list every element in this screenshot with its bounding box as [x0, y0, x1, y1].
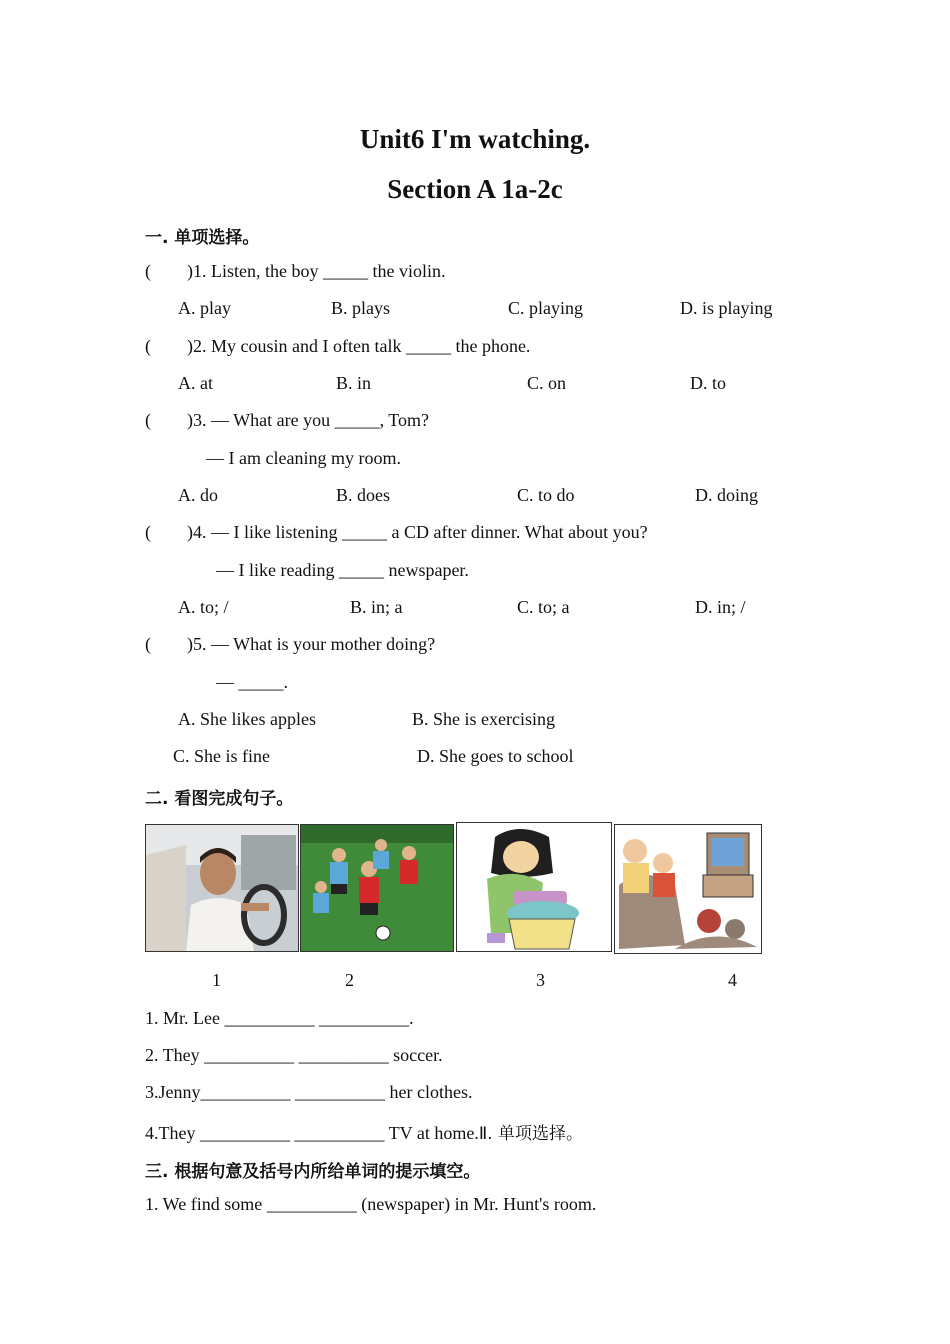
- question-4-stem: ( )4. — I like listening _____ a CD after dinner. What about you?: [145, 522, 648, 542]
- question-4-option-a: A. to; /: [178, 597, 229, 617]
- question-3-option-b: B. does: [336, 485, 390, 505]
- section2-trailing-note: Ⅱ. 单项选择。: [478, 1124, 583, 1144]
- question-4-option-c: C. to; a: [517, 597, 570, 617]
- question-2-option-d: D. to: [690, 373, 726, 393]
- page-subtitle: Section A 1a-2c: [387, 174, 563, 204]
- question-3-stem: ( )3. — What are you _____, Tom?: [145, 410, 430, 430]
- question-1-option-a: A. play: [178, 298, 231, 318]
- section1-heading: 一. 单项选择。: [145, 228, 260, 248]
- picture-girl-washing-clothes: [456, 822, 612, 952]
- question-3-option-d: D. doing: [695, 485, 758, 505]
- picture-family-watching-tv: [614, 824, 762, 954]
- question-1-stem: ( )1. Listen, the boy _____ the violin.: [145, 261, 446, 281]
- question-3-option-a: A. do: [178, 485, 218, 505]
- picture-number-3: 3: [536, 970, 545, 990]
- question-2-option-c: C. on: [527, 373, 567, 393]
- question-5-stem: ( )5. — What is your mother doing?: [145, 634, 436, 654]
- section2-sentence-1: 1. Mr. Lee __________ __________.: [145, 1008, 414, 1028]
- question-3-answer-line: — I am cleaning my room.: [206, 448, 401, 468]
- question-5-option-c: C. She is fine: [173, 746, 270, 766]
- question-1-option-b: B. plays: [331, 298, 391, 318]
- section3-heading: 三. 根据句意及括号内所给单词的提示填空。: [145, 1162, 481, 1182]
- section2-sentence-4-text: 4.They __________ __________ TV at home.: [145, 1123, 479, 1143]
- section2-sentence-3: 3.Jenny__________ __________ her clothes.: [145, 1082, 473, 1102]
- page-title: Unit6 I'm watching.: [359, 124, 591, 154]
- question-2-option-a: A. at: [178, 373, 213, 393]
- question-1-option-d: D. is playing: [680, 298, 773, 318]
- section2-sentence-2: 2. They __________ __________ soccer.: [145, 1045, 443, 1065]
- question-1-option-c: C. playing: [508, 298, 583, 318]
- question-4-option-d: D. in; /: [695, 597, 746, 617]
- section3-sentence-1: 1. We find some __________ (newspaper) in Mr. Hunt's room.: [145, 1194, 597, 1214]
- section2-heading: 二. 看图完成句子。: [145, 789, 294, 809]
- picture-number-1: 1: [212, 970, 221, 990]
- question-4-answer-line: — I like reading _____ newspaper.: [216, 560, 469, 580]
- picture-boys-playing-soccer: [300, 824, 454, 952]
- picture-number-2: 2: [345, 970, 354, 990]
- question-2-stem: ( )2. My cousin and I often talk _____ the phone.: [145, 336, 531, 356]
- question-5-answer-line: — _____.: [216, 672, 288, 692]
- section2-sentence-4: [145, 1119, 583, 1144]
- question-4-option-b: B. in; a: [350, 597, 403, 617]
- picture-man-driving: [145, 824, 299, 952]
- picture-number-4: 4: [728, 970, 737, 990]
- question-5-option-d: D. She goes to school: [417, 746, 574, 766]
- question-3-option-c: C. to do: [517, 485, 575, 505]
- question-2-option-b: B. in: [336, 373, 372, 393]
- question-5-option-b: B. She is exercising: [412, 709, 555, 729]
- question-5-option-a: A. She likes apples: [178, 709, 316, 729]
